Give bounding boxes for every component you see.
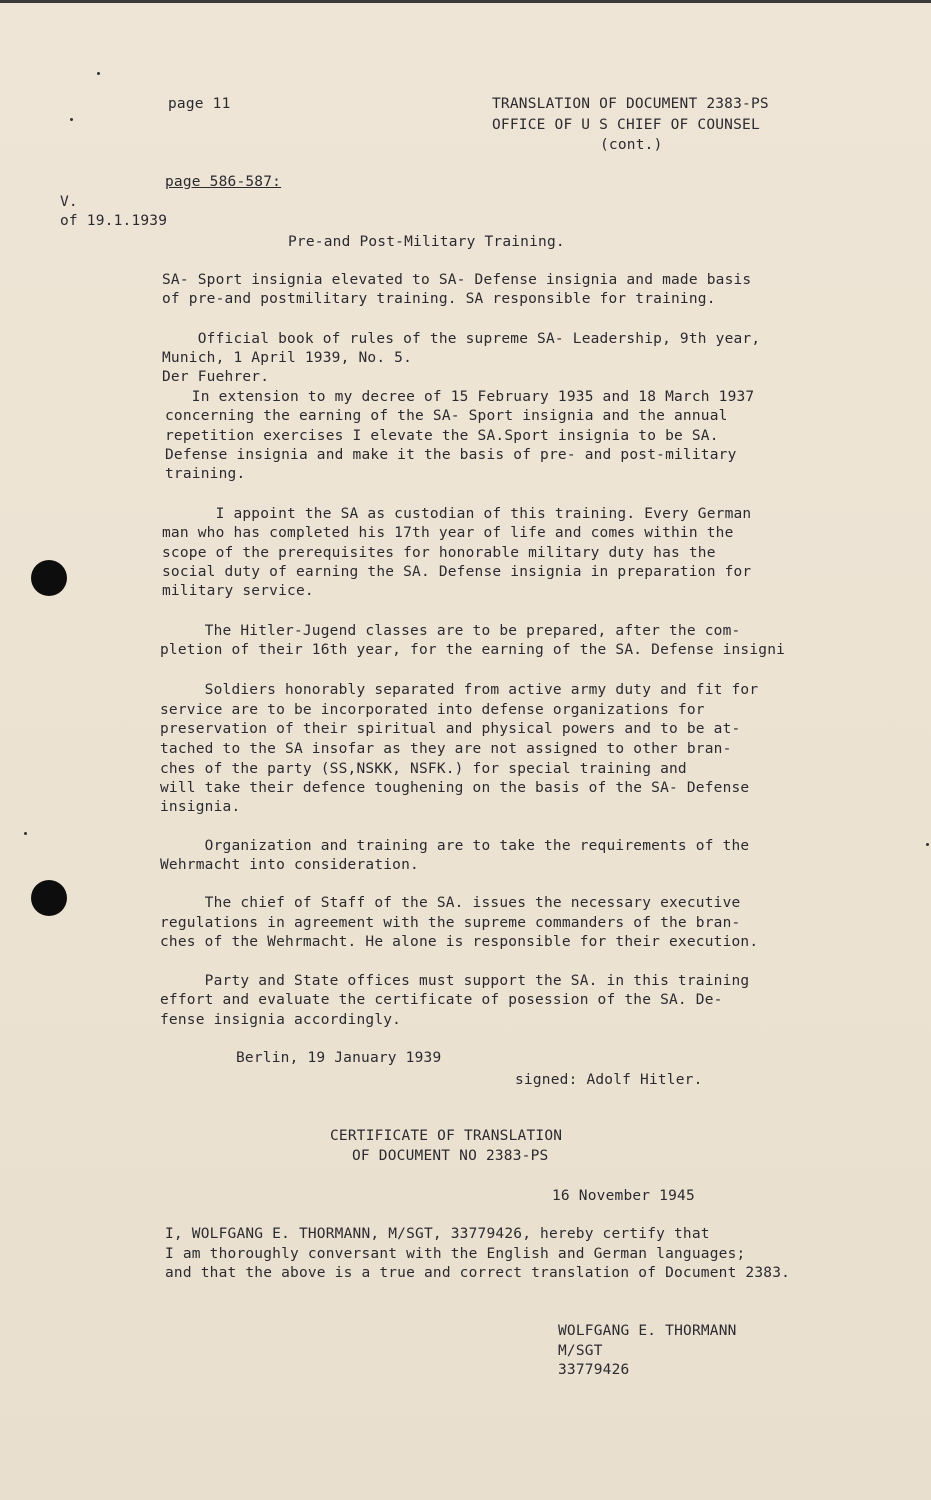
office-line: OFFICE OF U S CHIEF OF COUNSEL bbox=[492, 117, 760, 133]
paragraph-line: regulations in agreement with the supreme commanders of the bran- bbox=[160, 915, 741, 931]
summary-line: of pre-and postmilitary training. SA responsible for training. bbox=[162, 291, 716, 307]
paragraph-line: ches of the party (SS,NSKK, NSFK.) for special training and bbox=[160, 761, 687, 777]
place-and-date: Berlin, 19 January 1939 bbox=[236, 1050, 442, 1066]
paragraph-line: Party and State offices must support the SA. in this training bbox=[160, 973, 750, 989]
paragraph-line: repetition exercises I elevate the SA.Sport insignia to be SA. bbox=[165, 428, 719, 444]
certificate-subtitle: OF DOCUMENT NO 2383-PS bbox=[352, 1148, 549, 1164]
paragraph-line: Defense insignia and make it the basis of pre- and post-military bbox=[165, 447, 737, 463]
scan-speck bbox=[24, 832, 27, 835]
paragraph-line: Soldiers honorably separated from active army duty and fit for bbox=[160, 682, 759, 698]
paragraph-line: Organization and training are to take the requirements of the bbox=[160, 838, 750, 854]
certificate-line: and that the above is a true and correct translation of Document 2383. bbox=[165, 1265, 791, 1281]
scan-speck bbox=[926, 843, 929, 846]
paragraph-line: military service. bbox=[162, 583, 314, 599]
translator-rank: M/SGT bbox=[558, 1343, 603, 1359]
paragraph-line: preservation of their spiritual and physical powers and to be at- bbox=[160, 721, 741, 737]
roman-numeral: V. bbox=[60, 194, 78, 210]
paragraph-line: concerning the earning of the SA- Sport insignia and the annual bbox=[165, 408, 728, 424]
punch-hole-top bbox=[31, 560, 67, 596]
paragraph-line: man who has completed his 17th year of life and comes within the bbox=[162, 525, 734, 541]
section-title: Pre-and Post-Military Training. bbox=[288, 234, 565, 250]
paragraph-line: ches of the Wehrmacht. He alone is responsible for their execution. bbox=[160, 934, 759, 950]
paragraph-line: scope of the prerequisites for honorable military duty has the bbox=[162, 545, 716, 561]
page-number: page 11 bbox=[168, 96, 231, 112]
paragraph-line: insignia. bbox=[160, 799, 241, 815]
paragraph-line: fense insignia accordingly. bbox=[160, 1012, 402, 1028]
continued-marker: (cont.) bbox=[600, 137, 663, 153]
paragraph-line: will take their defence toughening on the basis of the SA- Defense bbox=[160, 780, 750, 796]
paragraph-line: service are to be incorporated into defense organizations for bbox=[160, 702, 705, 718]
certificate-line: I, WOLFGANG E. THORMANN, M/SGT, 33779426, hereby certify that bbox=[165, 1226, 710, 1242]
decree-date: of 19.1.1939 bbox=[60, 213, 168, 229]
summary-line: SA- Sport insignia elevated to SA- Defense insignia and made basis bbox=[162, 272, 752, 288]
translation-title: TRANSLATION OF DOCUMENT 2383-PS bbox=[492, 96, 769, 112]
paragraph-line: social duty of earning the SA. Defense insignia in preparation for bbox=[162, 564, 752, 580]
translator-name: WOLFGANG E. THORMANN bbox=[558, 1323, 737, 1339]
scan-speck bbox=[97, 72, 100, 75]
paragraph-line: tached to the SA insofar as they are not assigned to other bran- bbox=[160, 741, 732, 757]
punch-hole-bottom bbox=[31, 880, 67, 916]
scan-speck bbox=[70, 118, 73, 121]
certificate-title: CERTIFICATE OF TRANSLATION bbox=[330, 1128, 563, 1144]
paragraph-line: training. bbox=[165, 466, 246, 482]
paragraph-line: The Hitler-Jugend classes are to be prepared, after the com- bbox=[160, 623, 741, 639]
certificate-line: I am thoroughly conversant with the English and German languages; bbox=[165, 1246, 746, 1262]
page-reference: page 586-587: bbox=[165, 174, 282, 190]
signature-line: signed: Adolf Hitler. bbox=[515, 1072, 703, 1088]
translator-serial: 33779426 bbox=[558, 1362, 630, 1378]
official-book-line: Munich, 1 April 1939, No. 5. bbox=[162, 350, 413, 366]
paragraph-line: The chief of Staff of the SA. issues the necessary executive bbox=[160, 895, 741, 911]
certificate-date: 16 November 1945 bbox=[552, 1188, 695, 1204]
paragraph-line: effort and evaluate the certificate of posession of the SA. De- bbox=[160, 992, 723, 1008]
paragraph-line: In extension to my decree of 15 February 1935 and 18 March 1937 bbox=[165, 389, 755, 405]
paragraph-line: pletion of their 16th year, for the earning of the SA. Defense insigni bbox=[160, 642, 786, 658]
paragraph-line: I appoint the SA as custodian of this training. Every German bbox=[162, 506, 752, 522]
official-book-line: Official book of rules of the supreme SA- Leadership, 9th year, bbox=[162, 331, 761, 347]
scan-edge bbox=[0, 0, 931, 3]
paragraph-line: Wehrmacht into consideration. bbox=[160, 857, 419, 873]
official-book-line: Der Fuehrer. bbox=[162, 369, 270, 385]
